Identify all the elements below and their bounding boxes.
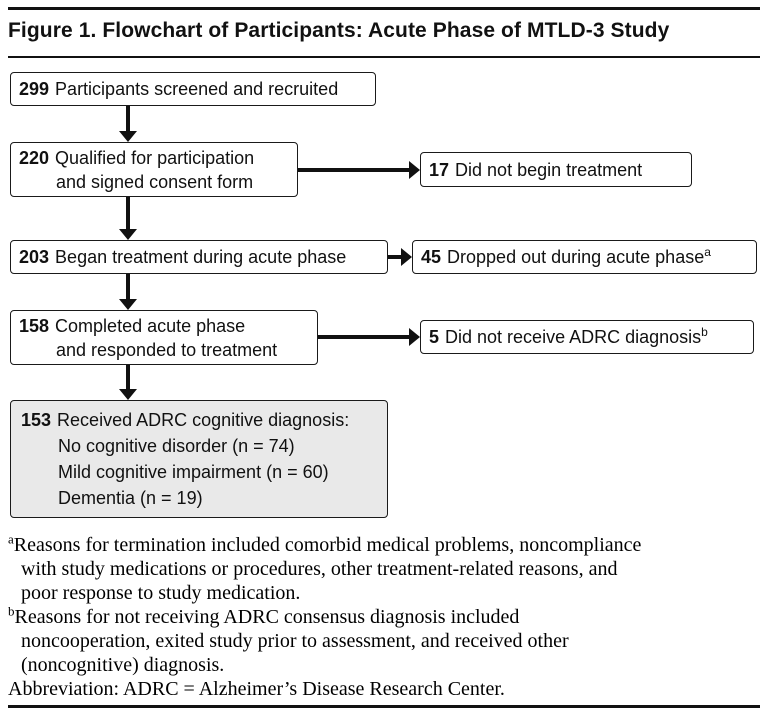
bottom-rule	[8, 705, 760, 708]
flow-box-began-treatment	[10, 240, 388, 274]
flow-box-no-adrc-diagnosis	[420, 320, 754, 354]
abbreviation-line: Abbreviation: ADRC = Alzheimer’s Disease Research Center.	[8, 678, 505, 700]
footnote-b-marker: b	[8, 603, 15, 619]
footnote-b-ref: b	[701, 325, 708, 339]
footnotes	[8, 533, 762, 701]
footnote-b-text-1: Reasons for not receiving ADRC consensus diagnosis included	[14, 606, 520, 628]
label-received-diagnosis: Received ADRC cognitive diagnosis:	[57, 410, 350, 430]
label-screened: Participants screened and recruited	[55, 79, 339, 99]
arrow-right-1	[298, 168, 410, 172]
footnote-a-marker: a	[8, 531, 14, 547]
flow-box-qualified	[10, 142, 298, 197]
box-text	[19, 245, 346, 269]
footnote-a-line-3: poor response to study medication.	[21, 582, 301, 604]
title-rule	[8, 56, 760, 58]
box-text	[19, 77, 338, 101]
footnote-b-line-2: noncooperation, exited study prior to assessment, and received other	[21, 630, 569, 652]
flow-box-received-diagnosis	[10, 400, 388, 518]
flow-box-completed	[10, 310, 318, 365]
label-dropped-out: Dropped out during acute phase	[447, 247, 705, 267]
flow-box-dropped-out	[412, 240, 757, 274]
count-qualified: 220	[19, 147, 50, 168]
arrow-down-4	[126, 365, 130, 390]
box-text	[421, 245, 711, 269]
footnote-a-line-1	[8, 533, 762, 557]
diagnosis-item-mci: Mild cognitive impairment (n = 60)	[58, 462, 329, 482]
label-no-adrc-diagnosis: Did not receive ADRC diagnosis	[445, 327, 702, 347]
footnote-a-ref: a	[704, 245, 711, 259]
footnote-b-line-3: (noncognitive) diagnosis.	[21, 654, 225, 676]
diagnosis-item-no-disorder: No cognitive disorder (n = 74)	[58, 436, 295, 456]
count-did-not-begin: 17	[429, 159, 450, 180]
footnote-a-line-2: with study medications or procedures, other treatment-related reasons, and	[21, 558, 618, 580]
label-completed-line2: and responded to treatment	[56, 339, 278, 360]
count-no-adrc-diagnosis: 5	[429, 327, 440, 347]
label-qualified-line1: Qualified for participation	[55, 147, 255, 168]
footnote-a-text-1: Reasons for termination included comorbid medical problems, noncompliance	[13, 534, 642, 556]
flow-box-did-not-begin	[420, 152, 692, 187]
box-text	[429, 158, 642, 182]
box-text	[21, 407, 349, 511]
footnote-b-line-1	[8, 605, 762, 629]
box-text	[19, 146, 254, 194]
label-qualified-line2: and signed consent form	[56, 171, 254, 192]
arrow-down-1	[126, 106, 130, 132]
arrow-down-2	[126, 197, 130, 230]
flow-box-screened	[10, 72, 376, 106]
arrow-right-3	[318, 335, 410, 339]
count-received-diagnosis: 153	[21, 410, 52, 430]
arrow-down-3	[126, 274, 130, 300]
count-dropped-out: 45	[421, 247, 442, 267]
diagnosis-item-dementia: Dementia (n = 19)	[58, 488, 203, 508]
label-completed-line1: Completed acute phase	[55, 315, 246, 336]
box-text	[429, 325, 708, 349]
box-text	[19, 314, 277, 362]
label-did-not-begin: Did not begin treatment	[455, 159, 643, 180]
label-began-treatment: Began treatment during acute phase	[55, 247, 347, 267]
count-completed: 158	[19, 315, 50, 336]
count-began-treatment: 203	[19, 247, 50, 267]
top-rule	[8, 7, 760, 10]
figure-title: Figure 1. Flowchart of Participants: Acute Phase of MTLD-3 Study	[8, 19, 670, 42]
arrow-right-2	[388, 255, 402, 259]
count-screened: 299	[19, 79, 50, 99]
